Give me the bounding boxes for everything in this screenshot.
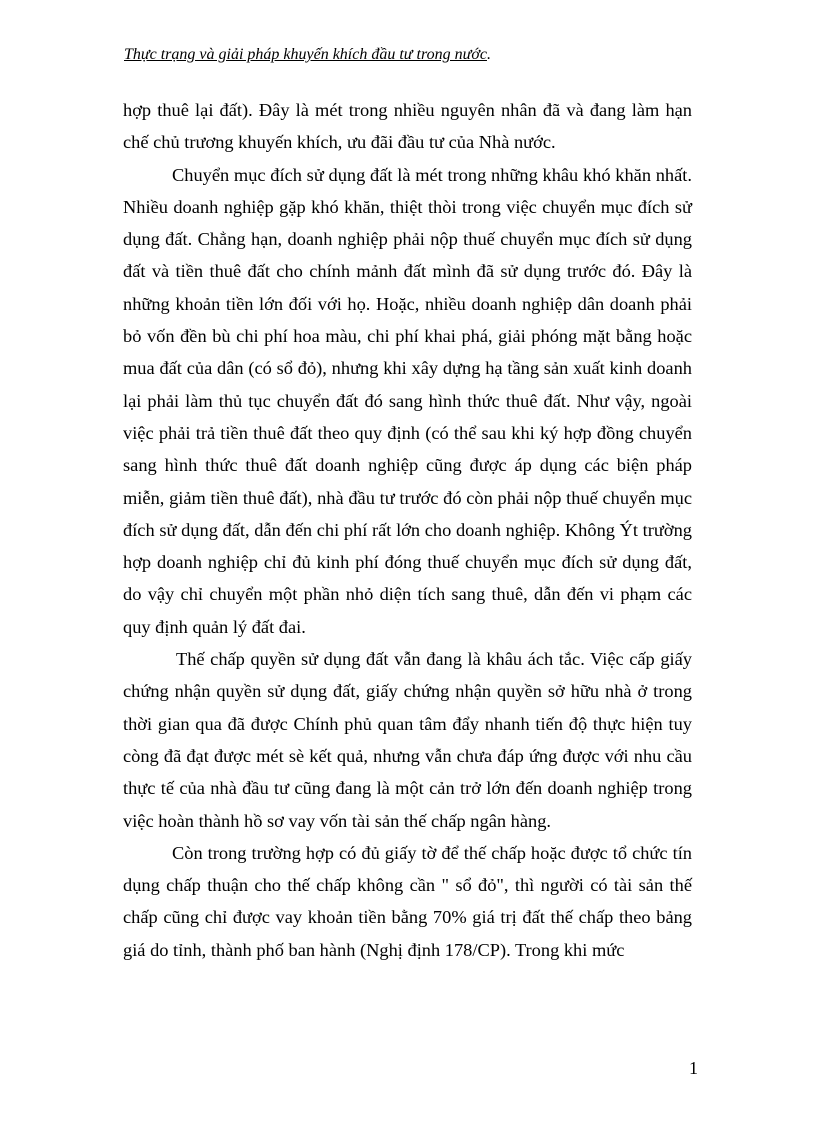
document-body (123, 94, 692, 966)
paragraph-continuation: hợp thuê lại đất). Đây là mét trong nhiều nguyên nhân đã và đang làm hạn chế chủ trương khuyến khích, ưu đãi đầu tư của Nhà nước. (123, 100, 692, 153)
header-title: Thực trạng và giải pháp khuyến khích đầu tư trong nước (124, 46, 487, 63)
paragraph-land-use-conversion: Chuyển mục đích sử dụng đất là mét trong những khâu khó khăn nhất. Nhiều doanh nghiệp gặp khó khăn, thiệt thòi trong việc chuyển mục đích sử dụng đất. Chẳng hạn, doanh nghiệp phải nộp thuế chuyển mục đích sử dụng đất và tiền thuê đất cho chính mảnh đất mình đã sử dụng trước đó. Đây là những khoản tiền lớn đối với họ. Hoặc, nhiều doanh nghiệp dân doanh phải bỏ vốn đền bù chi phí hoa màu, chi phí khai phá, giải phóng mặt bằng hoặc mua đất của dân (có sổ đỏ), nhưng khi xây dựng hạ tầng sản xuất kinh doanh lại phải làm thủ tục chuyển đất đó sang hình thức thuê đất. Như vậy, ngoài việc phải trả tiền thuê đất theo quy định (có thể sau khi ký hợp đồng chuyển sang hình thức thuê đất doanh nghiệp cũng được áp dụng các biện pháp miễn, giảm tiền thuê đất), nhà đầu tư trước đó còn phải nộp thuế chuyển mục đích sử dụng đất, dẫn đến chi phí rất lớn cho doanh nghiệp. Không Ýt trường hợp doanh nghiệp chỉ đủ kinh phí đóng thuế chuyển mục đích sử dụng đất, do vậy chỉ chuyển một phần nhỏ diện tích sang thuê, dẫn đến vi phạm các quy định quản lý đất đai. (123, 164, 692, 637)
running-header (124, 46, 491, 64)
header-suffix: . (486, 46, 491, 63)
paragraph-land-mortgage: Thế chấp quyền sử dụng đất vẫn đang là khâu ách tắc. Việc cấp giấy chứng nhận quyền sử dụng đất, giấy chứng nhận quyền sở hữu nhà ở trong thời gian qua đã được Chính phủ quan tâm đẩy nhanh tiến độ thực hiện tuy còng đã đạt được mét sè kết quả, nhưng vẫn chưa đáp ứng được với nhu cầu thực tế của nhà đầu tư cũng đang là một cản trở lớn đến doanh nghiệp trong việc hoàn thành hồ sơ vay vốn tài sản thế chấp ngân hàng. (123, 649, 692, 831)
paragraph-mortgage-loan: Còn trong trường hợp có đủ giấy tờ để thế chấp hoặc được tổ chức tín dụng chấp thuận cho thế chấp không cần " sổ đỏ", thì người có tài sản thế chấp cũng chỉ được vay khoản tiền bằng 70% giá trị đất thế chấp theo bảng giá do tỉnh, thành phố ban hành (Nghị định 178/CP). Trong khi mức (123, 842, 692, 960)
page-number: 1 (689, 1058, 698, 1078)
